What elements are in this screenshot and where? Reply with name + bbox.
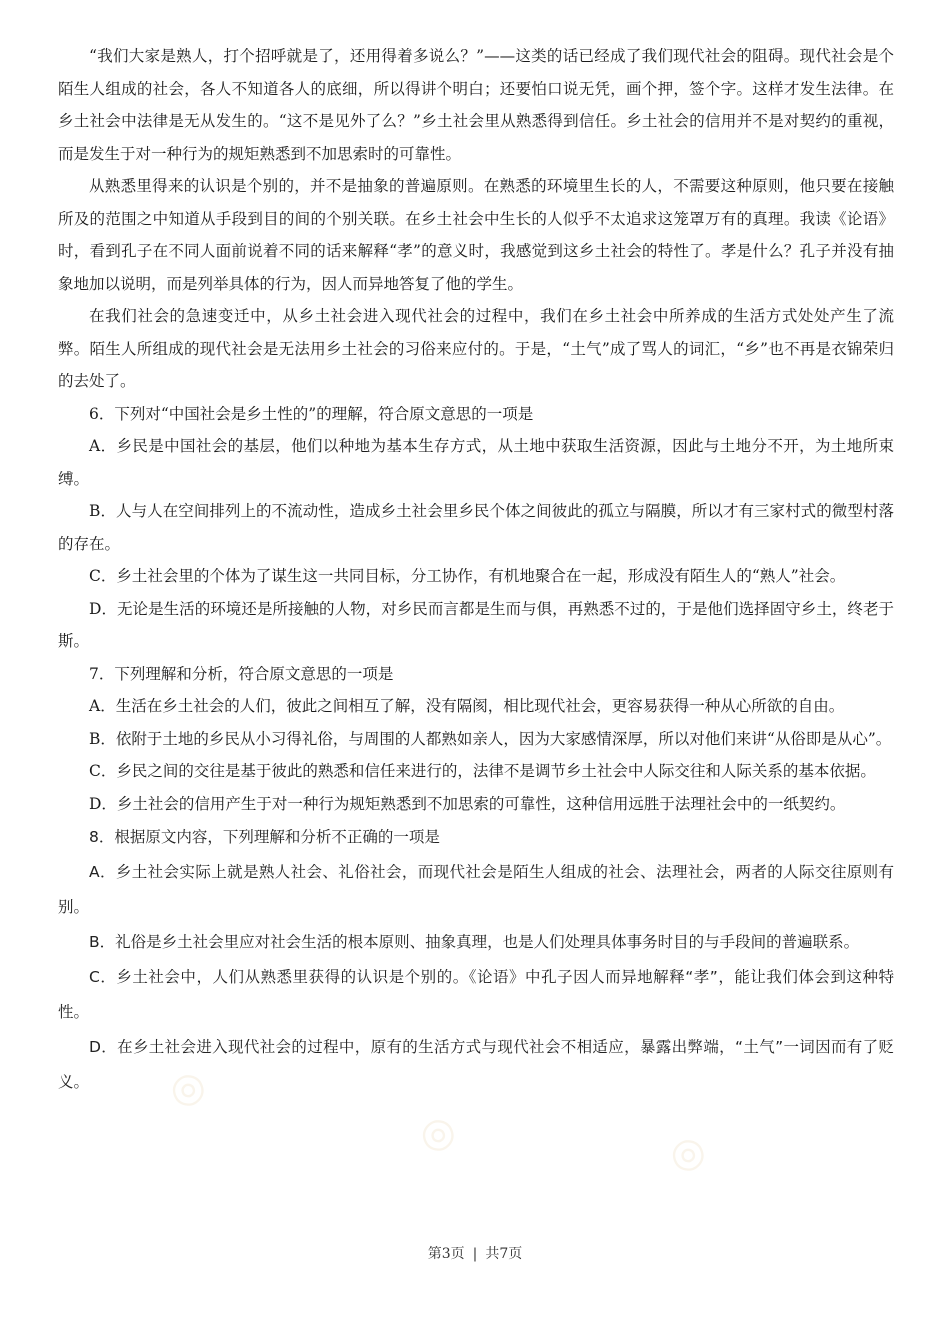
passage-paragraph: 从熟悉里得来的认识是个别的，并不是抽象的普遍原则。在熟悉的环境里生长的人，不需要这种原则，他只要在接触所及的范围之中知道从手段到目的间的个别关联。在乡土社会中生长的人似乎不太追求这笼罩万有的真理。我读《论语》时，看到孔子在不同人面前说着不同的话来解释“孝”的意义时，我感觉到这乡土社会的特性了。孝是什么？孔子并没有抽象地加以说明，而是列举具体的行为，因人而异地答复了他的学生。	[58, 177, 894, 293]
page-number: 第3页	[427, 1246, 465, 1262]
option-d: D．乡土社会的信用产生于对一种行为规矩熟悉到不加思索的可靠性，这种信用远胜于法理社会中的一纸契约。	[89, 794, 846, 813]
question-stem: 7．下列理解和分析，符合原文意思的一项是	[89, 664, 394, 683]
question-6	[58, 398, 894, 658]
footer-separator: |	[472, 1246, 478, 1262]
option-b: B．礼俗是乡土社会里应对社会生活的根本原则、抽象真理，也是人们处理具体事务时目的与手段间的普遍联系。	[89, 933, 860, 951]
question-7	[58, 658, 894, 821]
option-c: C．乡土社会中，人们从熟悉里获得的认识是个别的。《论语》中孔子因人而异地解释“孝”，能让我们体会到这种特性。	[58, 968, 894, 1021]
option-a: A．乡土社会实际上就是熟人社会、礼俗社会，而现代社会是陌生人组成的社会、法理社会，两者的人际交往原则有别。	[58, 863, 894, 916]
passage-paragraph: “我们大家是熟人，打个招呼就是了，还用得着多说么？”——这类的话已经成了我们现代社会的阻碍。现代社会是个陌生人组成的社会，各人不知道各人的底细，所以得讲个明白；还要怕口说无凭，画个押，签个字。这样才发生法律。在乡土社会中法律是无从发生的。“这不是见外了么？”乡土社会里从熟悉得到信任。乡土社会的信用并不是对契约的重视，而是发生于对一种行为的规矩熟悉到不加思索时的可靠性。	[58, 47, 894, 163]
option-a: A．乡民是中国社会的基层，他们以种地为基本生存方式，从土地中获取生活资源，因此与土地分不开，为土地所束缚。	[58, 437, 894, 488]
option-c: C．乡土社会里的个体为了谋生这一共同目标，分工协作，有机地聚合在一起，形成没有陌生人的“熟人”社会。	[89, 567, 846, 585]
option-b: B．依附于土地的乡民从小习得礼俗，与周围的人都熟如亲人，因为大家感情深厚，所以对他们来讲“从俗即是从心”。	[89, 729, 892, 748]
page-content	[58, 40, 894, 1100]
option-d: D．在乡土社会进入现代社会的过程中，原有的生活方式与现代社会不相适应，暴露出弊端，“土气”一词因而有了贬义。	[58, 1038, 894, 1091]
option-a: A．生活在乡土社会的人们，彼此之间相互了解，没有隔阂，相比现代社会，更容易获得一种从心所欲的自由。	[89, 697, 845, 715]
option-b: B．人与人在空间排列上的不流动性，造成乡土社会里乡民个体之间彼此的孤立与隔膜，所以才有三家村式的微型村落的存在。	[58, 502, 894, 553]
watermark-logo: ◎	[163, 1060, 212, 1116]
question-8	[58, 820, 894, 1100]
question-stem: 8．根据原文内容，下列理解和分析不正确的一项是	[89, 828, 440, 846]
question-stem: 6．下列对“中国社会是乡土性的”的理解，符合原文意思的一项是	[89, 404, 534, 423]
watermark-logo: ◎	[413, 1105, 462, 1161]
passage-paragraph: 在我们社会的急速变迁中，从乡土社会进入现代社会的过程中，我们在乡土社会中所养成的生活方式处处产生了流弊。陌生人所组成的现代社会是无法用乡土社会的习俗来应付的。于是，“土气”成了骂人的词汇，“乡”也不再是衣锦荣归的去处了。	[58, 307, 894, 390]
option-d: D．无论是生活的环境还是所接触的人物，对乡民而言都是生而与俱，再熟悉不过的，于是他们选择固守乡土，终老于斯。	[58, 599, 894, 650]
option-c: C．乡民之间的交往是基于彼此的熟悉和信任来进行的，法律不是调节乡土社会中人际交往和人际关系的基本依据。	[89, 762, 876, 780]
watermark-logo: ◎	[663, 1125, 712, 1181]
page-footer	[0, 1243, 950, 1263]
reading-passage	[58, 40, 894, 398]
page-total: 共7页	[485, 1246, 523, 1262]
